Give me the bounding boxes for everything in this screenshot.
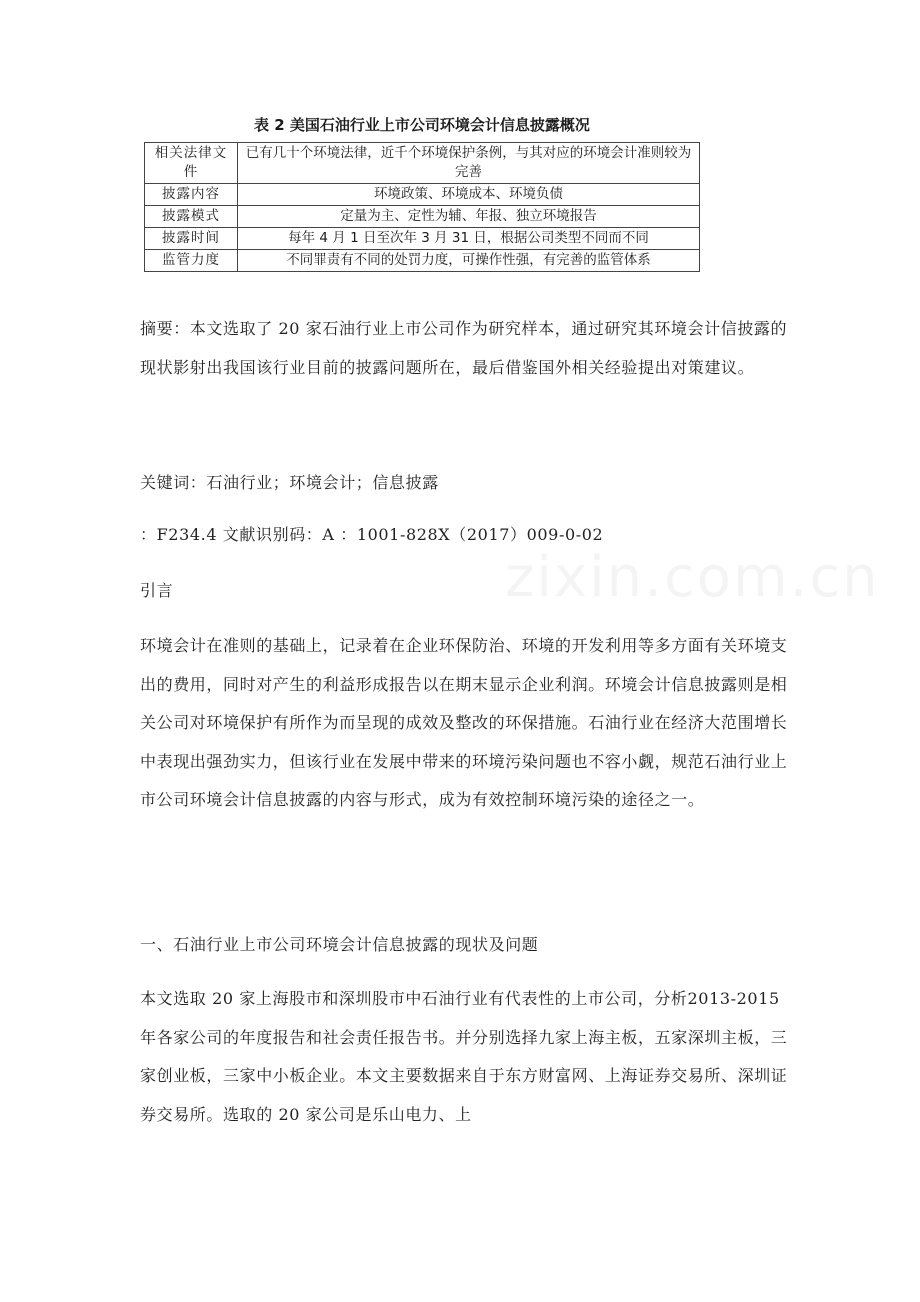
intro-heading: 引言 [140, 581, 174, 600]
section1-paragraph: 本文选取 20 家上海股市和深圳股市中石油行业有代表性的上市公司，分析2013-2015 年各家公司的年度报告和社会责任报告书。并分别选择九家上海主板，五家深圳主板，三家创业板，三家中小板企业。本文主要数据来自于东方财富网、上海证券交易所、深圳证券交易所。选取的 20 家公司是乐山电力、上 [140, 989, 788, 1124]
table-figure [140, 110, 704, 282]
row-value: 已有几十个环境法律，近千个环境保护条例，与其对应的环境会计准则较为完善 [238, 143, 700, 184]
row-label: 披露时间 [145, 228, 238, 250]
row-value: 每年 4 月 1 日至次年 3 月 31 日，根据公司类型不同而不同 [238, 228, 700, 250]
intro-paragraph: 环境会计在准则的基础上，记录着在企业环保防治、环境的开发利用等多方面有关环境支出的费用，同时对产生的利益形成报告以在期末显示企业利润。环境会计信息披露则是相关公司对环境保护有所作为而呈现的成效及整改的环保措施。石油行业在经济大范围增长中表现出强劲实力，但该行业在发展中带来的环境污染问题也不容小觑，规范石油行业上市公司环境会计信息披露的内容与形式，成为有效控制环境污染的途径之一。 [140, 636, 788, 809]
table-row [145, 250, 700, 272]
row-label: 监管力度 [145, 250, 238, 272]
section1-heading: 一、石油行业上市公司环境会计信息披露的现状及问题 [140, 935, 539, 954]
row-value: 不同罪责有不同的处罚力度，可操作性强，有完善的监管体系 [238, 250, 700, 272]
table-row [145, 228, 700, 250]
row-label: 披露内容 [145, 184, 238, 206]
table-row [145, 184, 700, 206]
table-title: 表 2 美国石油行业上市公司环境会计信息披露概况 [254, 116, 590, 134]
keywords-line: 关键词：石油行业；环境会计；信息披露 [140, 473, 439, 492]
row-label: 披露模式 [145, 206, 238, 228]
disclosure-table [144, 142, 700, 272]
table-row [145, 206, 700, 228]
abstract-paragraph: 摘要：本文选取了 20 家石油行业上市公司作为研究样本，通过研究其环境会计信披露的现状影射出我国该行业目前的披露问题所在，最后借鉴国外相关经验提出对策建议。 [140, 319, 788, 377]
row-label: 相关法律文件 [145, 143, 238, 184]
row-value: 定量为主、定性为辅、年报、独立环境报告 [238, 206, 700, 228]
classification-line: ：F234.4 文献识别码：A ：1001-828X（2017）009-0-02 [140, 525, 604, 544]
row-value: 环境政策、环境成本、环境负债 [238, 184, 700, 206]
table-row [145, 143, 700, 184]
